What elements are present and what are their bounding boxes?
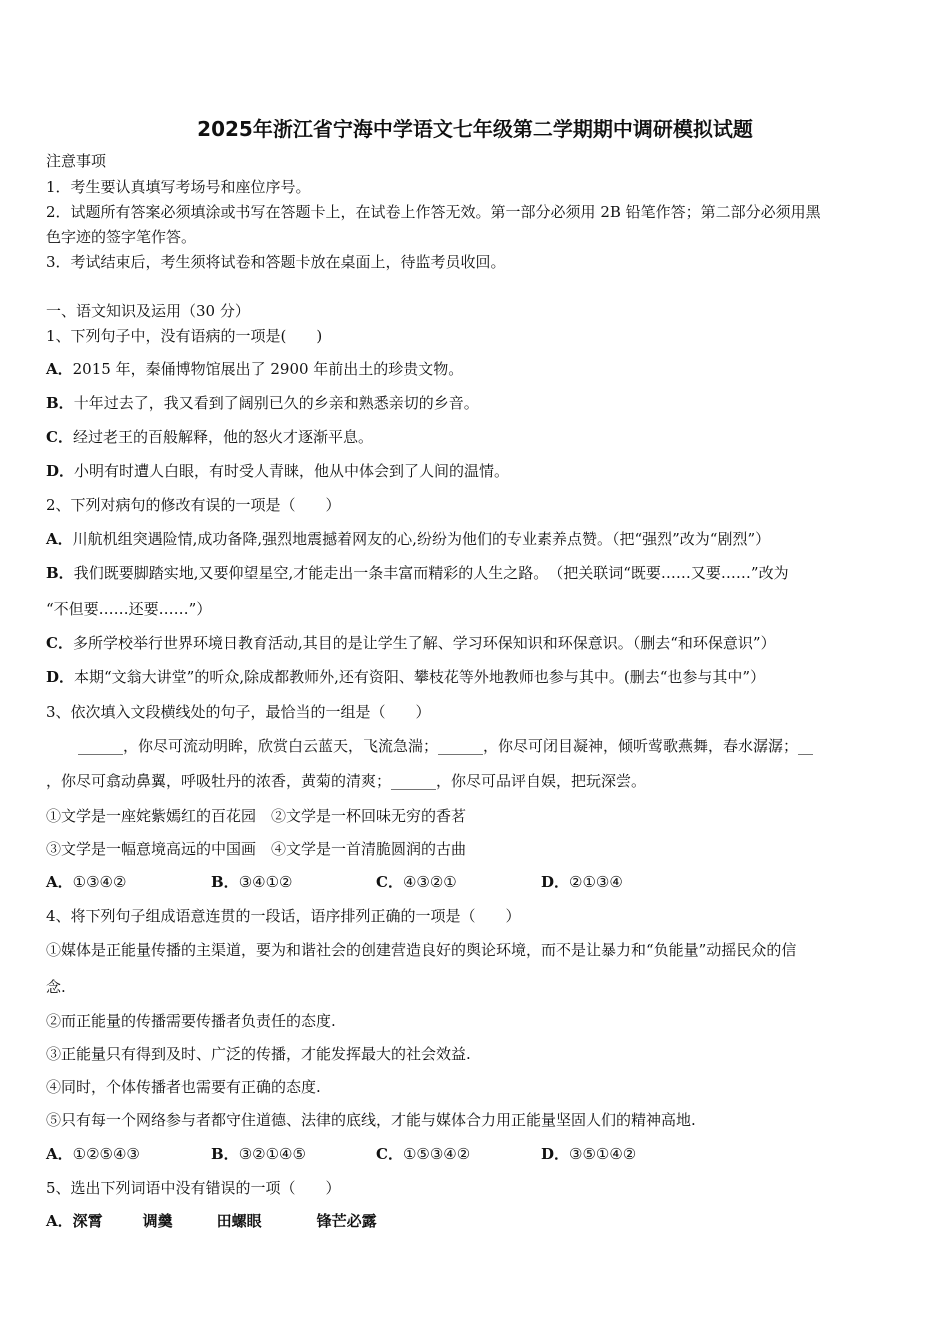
q3-option-c	[376, 872, 541, 892]
q5-option-a	[46, 1211, 377, 1231]
option-label: A．	[46, 360, 73, 378]
q4-option-a	[46, 1144, 211, 1164]
q2-option-b	[46, 563, 789, 583]
option-label: C．	[376, 1145, 403, 1163]
notice-item: 1．考生要认真填写考场号和座位序号。	[46, 178, 311, 196]
q4-option-b	[211, 1144, 376, 1164]
section-heading: 一、语文知识及运用（30 分）	[46, 302, 250, 320]
option-label: A．	[46, 530, 73, 548]
q1-option-d	[46, 461, 509, 481]
option-label: D．	[541, 873, 570, 891]
q1-option-a	[46, 359, 463, 379]
page-title: 2025年浙江省宁海中学语文七年级第二学期期中调研模拟试题	[197, 117, 753, 141]
notice-heading: 注意事项	[46, 152, 107, 170]
option-text: “不但要……还要……”）	[46, 600, 212, 618]
question-4-stem: 4、将下列句子组成语意连贯的一段话，语序排列正确的一项是（ ）	[46, 907, 521, 925]
option-label: D．	[46, 462, 75, 480]
q3-passage-line: ______，你尽可流动明眸，欣赏白云蓝天，飞流急湍；______，你尽可闭目凝神，倾听莺歌燕舞，春水潺潺；__	[78, 737, 814, 755]
q4-sentence: ④同时，个体传播者也需要有正确的态度.	[46, 1078, 321, 1096]
option-text: 十年过去了，我又看到了阔别已久的乡亲和熟悉亲切的乡音。	[73, 394, 479, 412]
q3-options	[46, 872, 623, 892]
option-text: ④③②①	[402, 873, 457, 891]
q4-sentence: ⑤只有每一个网络参与者都守住道德、法律的底线，才能与媒体合力用正能量坚固人们的精神高地.	[46, 1111, 696, 1129]
option-label: D．	[46, 668, 75, 686]
q3-option-d	[541, 872, 623, 892]
option-text: 本期“文翁大讲堂”的听众,除成都教师外,还有资阳、攀枝花等外地教师也参与其中。(删去“也参与其中”）	[74, 668, 766, 686]
option-label: D．	[541, 1145, 570, 1163]
q2-option-c	[46, 633, 776, 653]
option-label: B．	[46, 394, 74, 412]
option-label: C．	[376, 873, 403, 891]
option-word: 调羹	[142, 1212, 173, 1230]
q2-option-d	[46, 667, 765, 687]
q1-option-b	[46, 393, 479, 413]
option-label: B．	[211, 1145, 239, 1163]
q4-sentence: 念.	[46, 978, 66, 996]
option-text: ②①③④	[569, 873, 623, 891]
notice-item: 色字迹的签字笔作答。	[46, 228, 197, 246]
notice-item: 2．试题所有答案必须填涂或书写在答题卡上，在试卷上作答无效。第一部分必须用 2B 铅笔作答；第二部分必须用黑	[46, 203, 821, 221]
q3-option-a	[46, 872, 211, 892]
q4-sentence: ①媒体是正能量传播的主渠道，要为和谐社会的创建营造良好的舆论环境，而不是让暴力和“负能量”动摇民众的信	[46, 941, 797, 959]
option-label: C．	[46, 428, 73, 446]
option-text: 川航机组突遇险情,成功备降,强烈地震撼着网友的心,纷纷为他们的专业素养点赞。（把“强烈”改为“剧烈”）	[72, 530, 771, 548]
q1-option-c	[46, 427, 373, 447]
q2-option-a	[46, 529, 770, 549]
q4-sentence: ②而正能量的传播需要传播者负责任的态度.	[46, 1012, 336, 1030]
q4-option-c	[376, 1144, 541, 1164]
q3-option-b	[211, 872, 376, 892]
option-text: ③④①②	[238, 873, 293, 891]
question-3-stem: 3、依次填入文段横线处的句子，最恰当的一组是（ ）	[46, 703, 431, 721]
option-text: ③⑤①④②	[569, 1145, 637, 1163]
option-word: 深霄	[72, 1212, 103, 1230]
q3-sentence-line: ③文学是一幅意境高远的中国画 ④文学是一首清脆圆润的古曲	[46, 840, 467, 858]
option-text: 经过老王的百般解释，他的怒火才逐渐平息。	[72, 428, 373, 446]
option-text: ①⑤③④②	[402, 1145, 471, 1163]
question-5-stem: 5、选出下列词语中没有错误的一项（ ）	[46, 1179, 341, 1197]
option-label: B．	[211, 873, 239, 891]
question-1-stem: 1、下列句子中，没有语病的一项是( )	[46, 327, 323, 345]
question-2-stem: 2、下列对病句的修改有误的一项是（ ）	[46, 496, 341, 514]
q4-sentence: ③正能量只有得到及时、广泛的传播，才能发挥最大的社会效益.	[46, 1045, 471, 1063]
option-label: A．	[46, 1145, 73, 1163]
option-label: A．	[46, 1212, 73, 1230]
option-text: 多所学校举行世界环境日教育活动,其目的是让学生了解、学习环保知识和环保意识。（删去“和环保意识”）	[72, 634, 776, 652]
q4-option-d	[541, 1144, 636, 1164]
option-label: B．	[46, 564, 74, 582]
option-label: A．	[46, 873, 73, 891]
option-text: 2015 年，秦俑博物馆展出了 2900 年前出土的珍贵文物。	[72, 360, 464, 378]
option-text: ①③④②	[72, 873, 127, 891]
q3-passage-line: ，你尽可翕动鼻翼，呼吸牡丹的浓香，黄菊的清爽；______，你尽可品评自娱，把玩深尝。	[46, 772, 647, 790]
option-text: ③②①④⑤	[238, 1145, 306, 1163]
notice-item: 3．考试结束后，考生须将试卷和答题卡放在桌面上，待监考员收回。	[46, 253, 506, 271]
option-word: 田螺眼	[216, 1212, 262, 1230]
option-text: 我们既要脚踏实地,又要仰望星空,才能走出一条丰富而精彩的人生之路。 （把关联词“既要……又要……”改为	[73, 564, 789, 582]
q3-sentence-line: ①文学是一座姹紫嫣红的百花园 ②文学是一杯回味无穷的香茗	[46, 807, 467, 825]
option-word: 锋芒必露	[316, 1212, 377, 1230]
q4-options	[46, 1144, 636, 1164]
option-label: C．	[46, 634, 73, 652]
option-text: ①②⑤④③	[72, 1145, 140, 1163]
q2-option-b-cont	[46, 599, 211, 619]
option-text: 小明有时遭人白眼，有时受人青睐，他从中体会到了人间的温情。	[74, 462, 510, 480]
